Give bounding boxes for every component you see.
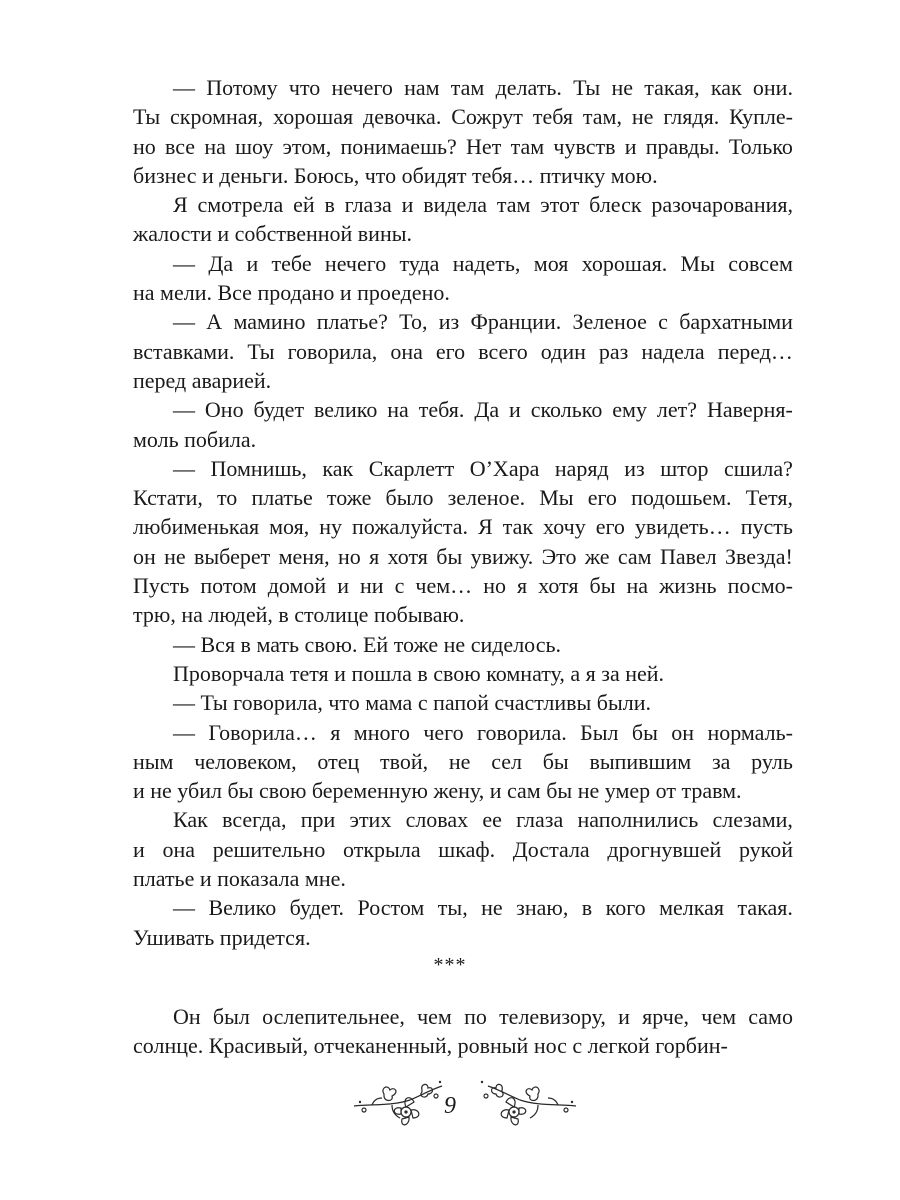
text-line: бизнес и деньги. Боюсь, что обидят тебя… птичку мою.: [133, 162, 658, 188]
continued-text: [133, 1002, 793, 1061]
text-line: — Говорила… я много чего говорила. Был бы он нормаль-: [173, 719, 793, 745]
text-line: Кстати, то платье тоже было зеленое. Мы его подошьем. Тетя,: [133, 485, 793, 511]
section-separator: ***: [433, 954, 467, 976]
text-line: он не выберет меня, но я хотя бы увижу. Это же сам Павел Звезда!: [133, 543, 793, 569]
text-line: Проворчала тетя и пошла в свою комнату, а я за ней.: [173, 660, 665, 686]
text-line: солнце. Красивый, отчеканенный, ровный нос с легкой горбин-: [133, 1033, 728, 1059]
text-line: Я смотрела ей в глаза и видела там этот блеск разочарования,: [173, 192, 793, 218]
text-line: Он был ослепительнее, чем по телевизору, и ярче, чем само: [173, 1004, 793, 1029]
text-line: Ты скромная, хорошая девочка. Сожрут тебя там, не глядя. Купле-: [133, 104, 793, 130]
text-line: любименькая моя, ну пожалуйста. Я так хочу его увидеть… пусть: [133, 514, 793, 540]
text-line: — Ты говорила, что мама с папой счастливы были.: [173, 690, 652, 716]
text-line: — Велико будет. Ростом ты, не знаю, в кого мелкая такая.: [173, 895, 793, 921]
text-line: жалости и собственной вины.: [133, 221, 413, 247]
text-line: — Оно будет велико на тебя. Да и сколько ему лет? Наверня-: [173, 397, 793, 423]
text-line: трю, на людей, в столице побываю.: [133, 602, 465, 628]
text-line: но все на шоу этом, понимаешь? Нет там чувств и правды. Только: [133, 133, 793, 159]
text-line: — Потому что нечего нам там делать. Ты не такая, как они.: [173, 75, 793, 100]
text-line: Как всегда, при этих словах ее глаза наполнились слезами,: [173, 807, 793, 833]
text-line: вставками. Ты говорила, она его всего один раз надела перед…: [133, 338, 793, 364]
text-line: Пусть потом домой и ни с чем… но я хотя бы на жизнь посмо-: [133, 573, 793, 599]
text-line: — А мамино платье? То, из Франции. Зеленое с бархатными: [173, 309, 793, 335]
text-line: и она решительно открыла шкаф. Достала дрогнувшей рукой: [133, 836, 793, 862]
main-text: [133, 73, 793, 952]
text-line: — Помнишь, как Скарлетт О’Хара наряд из штор сшила?: [173, 455, 793, 481]
text-line: платье и показала мне.: [133, 866, 346, 892]
text-line: перед аварией.: [133, 367, 272, 393]
text-line: и не убил бы свою беременную жену, и сам бы не умер от травм.: [133, 778, 742, 804]
text-line: моль побила.: [133, 426, 257, 452]
text-line: ным человеком, отец твой, не сел бы выпившим за руль: [133, 748, 793, 774]
text-line: — Да и тебе нечего туда надеть, моя хорошая. Мы совсем: [173, 250, 793, 276]
text-line: на мели. Все продано и проедено.: [133, 280, 450, 306]
page-number: 9: [444, 1093, 456, 1119]
text-line: Ушивать придется.: [133, 924, 311, 950]
text-line: — Вся в мать свою. Ей тоже не сиделось.: [173, 631, 562, 657]
